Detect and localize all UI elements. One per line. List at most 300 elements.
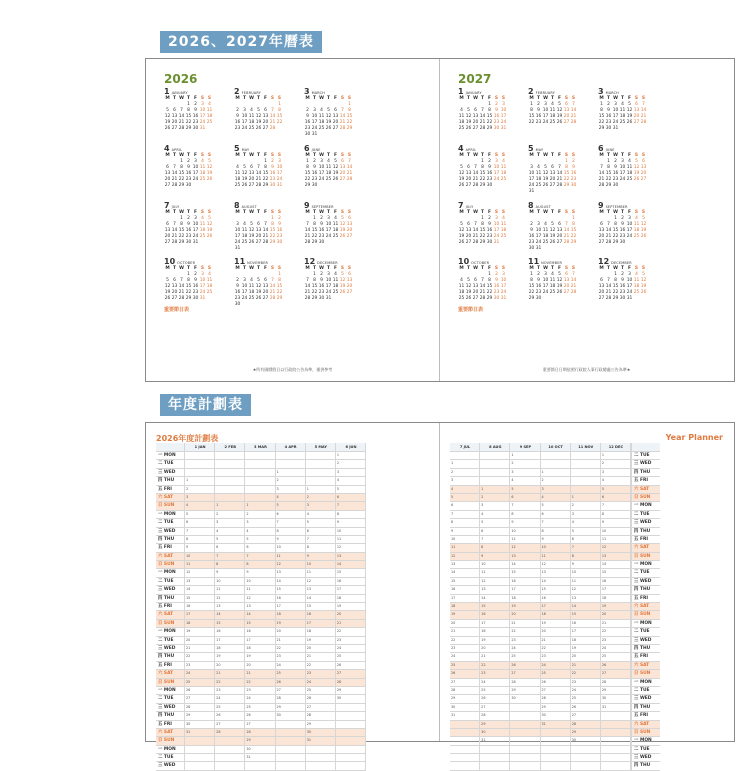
planner-day-cell[interactable]: 17 [480, 620, 510, 627]
planner-day-cell[interactable]: 9 [336, 519, 366, 526]
planner-day-cell[interactable]: 14 [336, 561, 366, 568]
planner-day-cell[interactable]: 16 [450, 586, 480, 593]
planner-day-cell[interactable]: 7 [215, 553, 245, 560]
planner-day-cell[interactable]: 30 [245, 746, 275, 753]
planner-day-cell[interactable] [185, 452, 215, 459]
planner-day-cell[interactable]: 24 [571, 687, 601, 694]
planner-day-cell[interactable] [215, 737, 245, 744]
planner-day-cell[interactable]: 29 [450, 695, 480, 702]
planner-day-cell[interactable]: 14 [306, 595, 336, 602]
planner-day-cell[interactable]: 1 [306, 486, 336, 493]
planner-day-cell[interactable]: 5 [450, 494, 480, 501]
planner-day-cell[interactable]: 8 [215, 561, 245, 568]
planner-day-cell[interactable]: 25 [245, 704, 275, 711]
planner-day-cell[interactable] [571, 762, 601, 769]
planner-day-cell[interactable]: 6 [245, 544, 275, 551]
planner-day-cell[interactable]: 14 [601, 561, 631, 568]
planner-day-cell[interactable] [450, 721, 480, 728]
planner-day-cell[interactable]: 31 [601, 704, 631, 711]
planner-day-cell[interactable] [541, 729, 571, 736]
planner-day-cell[interactable] [601, 737, 631, 744]
planner-day-cell[interactable]: 27 [276, 687, 306, 694]
planner-day-cell[interactable]: 7 [571, 544, 601, 551]
planner-day-cell[interactable]: 26 [276, 679, 306, 686]
planner-day-cell[interactable]: 5 [601, 486, 631, 493]
planner-day-cell[interactable]: 22 [245, 679, 275, 686]
planner-day-cell[interactable]: 26 [571, 704, 601, 711]
planner-day-cell[interactable]: 14 [245, 611, 275, 618]
planner-day-cell[interactable]: 6 [510, 494, 540, 501]
planner-day-cell[interactable]: 29 [245, 737, 275, 744]
planner-day-cell[interactable]: 6 [185, 519, 215, 526]
planner-day-cell[interactable]: 12 [215, 595, 245, 602]
planner-day-cell[interactable]: 25 [480, 687, 510, 694]
planner-day-cell[interactable]: 19 [245, 653, 275, 660]
planner-day-cell[interactable]: 5 [480, 519, 510, 526]
planner-day-cell[interactable]: 7 [601, 502, 631, 509]
planner-day-cell[interactable] [215, 469, 245, 476]
planner-day-cell[interactable]: 26 [601, 662, 631, 669]
planner-day-cell[interactable]: 29 [480, 721, 510, 728]
planner-day-cell[interactable]: 21 [215, 670, 245, 677]
planner-day-cell[interactable] [185, 469, 215, 476]
planner-day-cell[interactable]: 30 [510, 695, 540, 702]
planner-day-cell[interactable]: 7 [185, 528, 215, 535]
planner-day-cell[interactable]: 15 [601, 569, 631, 576]
planner-day-cell[interactable] [480, 452, 510, 459]
planner-day-cell[interactable]: 1 [510, 452, 540, 459]
planner-day-cell[interactable]: 1 [450, 460, 480, 467]
planner-day-cell[interactable] [306, 754, 336, 761]
planner-day-cell[interactable]: 22 [336, 628, 366, 635]
planner-day-cell[interactable]: 1 [215, 502, 245, 509]
planner-day-cell[interactable]: 30 [306, 729, 336, 736]
planner-day-cell[interactable]: 25 [601, 653, 631, 660]
planner-day-cell[interactable]: 24 [306, 679, 336, 686]
planner-day-cell[interactable]: 14 [276, 578, 306, 585]
planner-day-cell[interactable]: 2 [215, 511, 245, 518]
planner-day-cell[interactable]: 15 [450, 578, 480, 585]
planner-day-cell[interactable]: 28 [571, 721, 601, 728]
planner-day-cell[interactable]: 10 [480, 561, 510, 568]
planner-day-cell[interactable]: 2 [276, 477, 306, 484]
planner-day-cell[interactable]: 19 [571, 645, 601, 652]
planner-day-cell[interactable]: 24 [450, 653, 480, 660]
planner-day-cell[interactable]: 15 [215, 620, 245, 627]
planner-day-cell[interactable]: 20 [480, 645, 510, 652]
planner-day-cell[interactable]: 5 [541, 502, 571, 509]
planner-day-cell[interactable]: 22 [510, 628, 540, 635]
planner-day-cell[interactable]: 9 [541, 536, 571, 543]
planner-day-cell[interactable]: 1 [541, 469, 571, 476]
planner-day-cell[interactable]: 4 [215, 528, 245, 535]
planner-day-cell[interactable] [306, 469, 336, 476]
planner-day-cell[interactable]: 31 [480, 737, 510, 744]
planner-day-cell[interactable]: 4 [510, 477, 540, 484]
planner-day-cell[interactable] [480, 460, 510, 467]
planner-day-cell[interactable] [245, 469, 275, 476]
planner-day-cell[interactable]: 11 [185, 561, 215, 568]
planner-day-cell[interactable]: 13 [185, 578, 215, 585]
planner-day-cell[interactable] [336, 746, 366, 753]
planner-day-cell[interactable]: 9 [510, 519, 540, 526]
planner-day-cell[interactable]: 9 [245, 569, 275, 576]
planner-day-cell[interactable]: 4 [571, 519, 601, 526]
planner-day-cell[interactable] [571, 452, 601, 459]
planner-day-cell[interactable] [306, 460, 336, 467]
planner-day-cell[interactable]: 23 [276, 653, 306, 660]
planner-day-cell[interactable]: 2 [601, 460, 631, 467]
planner-day-cell[interactable] [245, 486, 275, 493]
planner-day-cell[interactable]: 14 [215, 611, 245, 618]
planner-day-cell[interactable]: 2 [336, 460, 366, 467]
planner-day-cell[interactable] [185, 460, 215, 467]
planner-day-cell[interactable] [306, 762, 336, 769]
planner-day-cell[interactable]: 29 [336, 687, 366, 694]
planner-day-cell[interactable]: 30 [601, 695, 631, 702]
planner-day-cell[interactable]: 12 [276, 561, 306, 568]
planner-day-cell[interactable]: 7 [245, 553, 275, 560]
planner-day-cell[interactable]: 7 [450, 511, 480, 518]
planner-day-cell[interactable] [601, 721, 631, 728]
planner-day-cell[interactable] [245, 460, 275, 467]
planner-day-cell[interactable] [276, 721, 306, 728]
planner-day-cell[interactable]: 26 [541, 679, 571, 686]
planner-day-cell[interactable]: 25 [215, 704, 245, 711]
planner-day-cell[interactable] [480, 746, 510, 753]
planner-day-cell[interactable] [336, 712, 366, 719]
planner-day-cell[interactable]: 30 [336, 695, 366, 702]
planner-day-cell[interactable]: 28 [185, 704, 215, 711]
planner-day-cell[interactable]: 3 [571, 511, 601, 518]
planner-day-cell[interactable]: 21 [306, 653, 336, 660]
planner-day-cell[interactable]: 4 [306, 511, 336, 518]
planner-day-cell[interactable]: 2 [480, 494, 510, 501]
planner-day-cell[interactable] [245, 494, 275, 501]
planner-day-cell[interactable]: 25 [185, 679, 215, 686]
planner-day-cell[interactable]: 31 [185, 729, 215, 736]
planner-day-cell[interactable] [276, 762, 306, 769]
planner-day-cell[interactable] [450, 729, 480, 736]
planner-day-cell[interactable]: 17 [306, 620, 336, 627]
planner-day-cell[interactable]: 26 [215, 712, 245, 719]
planner-day-cell[interactable]: 4 [450, 486, 480, 493]
planner-day-cell[interactable] [541, 746, 571, 753]
planner-day-cell[interactable]: 20 [541, 628, 571, 635]
planner-day-cell[interactable]: 4 [245, 528, 275, 535]
planner-day-cell[interactable]: 20 [571, 653, 601, 660]
planner-day-cell[interactable]: 31 [306, 737, 336, 744]
planner-day-cell[interactable]: 14 [185, 586, 215, 593]
planner-day-cell[interactable]: 25 [571, 695, 601, 702]
planner-day-cell[interactable]: 2 [510, 460, 540, 467]
planner-day-cell[interactable]: 28 [450, 687, 480, 694]
planner-day-cell[interactable]: 5 [571, 528, 601, 535]
planner-day-cell[interactable]: 1 [245, 502, 275, 509]
planner-day-cell[interactable]: 19 [480, 637, 510, 644]
planner-day-cell[interactable]: 24 [480, 679, 510, 686]
planner-day-cell[interactable]: 15 [510, 569, 540, 576]
planner-day-cell[interactable] [571, 486, 601, 493]
planner-day-cell[interactable]: 1 [185, 477, 215, 484]
planner-day-cell[interactable]: 28 [306, 712, 336, 719]
planner-day-cell[interactable]: 18 [185, 620, 215, 627]
planner-day-cell[interactable] [450, 452, 480, 459]
planner-day-cell[interactable]: 4 [276, 494, 306, 501]
planner-day-cell[interactable]: 18 [306, 628, 336, 635]
planner-day-cell[interactable]: 5 [185, 511, 215, 518]
planner-day-cell[interactable]: 8 [510, 511, 540, 518]
planner-day-cell[interactable]: 7 [541, 519, 571, 526]
planner-day-cell[interactable]: 24 [185, 670, 215, 677]
planner-day-cell[interactable]: 17 [245, 637, 275, 644]
planner-day-cell[interactable]: 17 [450, 595, 480, 602]
planner-day-cell[interactable] [510, 754, 540, 761]
planner-day-cell[interactable]: 12 [480, 578, 510, 585]
planner-day-cell[interactable]: 28 [510, 679, 540, 686]
planner-day-cell[interactable]: 9 [601, 519, 631, 526]
planner-day-cell[interactable]: 7 [276, 519, 306, 526]
planner-day-cell[interactable]: 18 [541, 611, 571, 618]
planner-day-cell[interactable]: 13 [601, 553, 631, 560]
planner-day-cell[interactable] [215, 452, 245, 459]
planner-day-cell[interactable]: 24 [336, 645, 366, 652]
planner-day-cell[interactable]: 27 [185, 695, 215, 702]
planner-day-cell[interactable] [541, 762, 571, 769]
planner-day-cell[interactable]: 29 [510, 687, 540, 694]
planner-day-cell[interactable]: 26 [510, 662, 540, 669]
planner-day-cell[interactable]: 20 [450, 620, 480, 627]
planner-day-cell[interactable]: 5 [306, 519, 336, 526]
planner-day-cell[interactable]: 10 [571, 569, 601, 576]
planner-day-cell[interactable]: 8 [245, 561, 275, 568]
planner-day-cell[interactable]: 8 [480, 544, 510, 551]
planner-day-cell[interactable]: 30 [480, 729, 510, 736]
planner-day-cell[interactable]: 10 [245, 578, 275, 585]
planner-day-cell[interactable]: 20 [276, 628, 306, 635]
planner-day-cell[interactable]: 9 [215, 569, 245, 576]
planner-day-cell[interactable] [601, 762, 631, 769]
planner-day-cell[interactable]: 6 [306, 528, 336, 535]
planner-day-cell[interactable] [215, 477, 245, 484]
planner-day-cell[interactable]: 14 [510, 561, 540, 568]
planner-day-cell[interactable] [215, 754, 245, 761]
planner-day-cell[interactable]: 17 [541, 603, 571, 610]
planner-day-cell[interactable]: 24 [510, 645, 540, 652]
planner-day-cell[interactable]: 3 [245, 519, 275, 526]
planner-day-cell[interactable]: 22 [601, 628, 631, 635]
planner-day-cell[interactable] [276, 729, 306, 736]
planner-day-cell[interactable]: 27 [450, 679, 480, 686]
planner-day-cell[interactable] [215, 762, 245, 769]
planner-day-cell[interactable]: 6 [450, 502, 480, 509]
planner-day-cell[interactable]: 3 [450, 477, 480, 484]
planner-day-cell[interactable] [276, 460, 306, 467]
planner-day-cell[interactable]: 29 [601, 687, 631, 694]
planner-day-cell[interactable]: 10 [185, 553, 215, 560]
planner-day-cell[interactable] [601, 746, 631, 753]
planner-day-cell[interactable]: 23 [541, 653, 571, 660]
planner-day-cell[interactable] [601, 712, 631, 719]
planner-day-cell[interactable] [276, 746, 306, 753]
planner-day-cell[interactable]: 25 [450, 662, 480, 669]
planner-day-cell[interactable]: 12 [306, 578, 336, 585]
planner-day-cell[interactable]: 23 [480, 670, 510, 677]
planner-day-cell[interactable]: 28 [276, 695, 306, 702]
planner-day-cell[interactable] [510, 762, 540, 769]
planner-day-cell[interactable] [541, 737, 571, 744]
planner-day-cell[interactable]: 12 [510, 544, 540, 551]
planner-day-cell[interactable]: 5 [510, 486, 540, 493]
planner-day-cell[interactable]: 11 [450, 544, 480, 551]
planner-day-cell[interactable]: 6 [276, 511, 306, 518]
planner-day-cell[interactable]: 3 [306, 502, 336, 509]
planner-day-cell[interactable]: 28 [601, 679, 631, 686]
planner-day-cell[interactable]: 9 [185, 544, 215, 551]
planner-day-cell[interactable]: 30 [450, 704, 480, 711]
planner-day-cell[interactable]: 21 [336, 620, 366, 627]
planner-day-cell[interactable] [215, 494, 245, 501]
planner-day-cell[interactable]: 27 [215, 721, 245, 728]
planner-day-cell[interactable]: 29 [185, 712, 215, 719]
planner-day-cell[interactable] [306, 746, 336, 753]
planner-day-cell[interactable]: 7 [480, 536, 510, 543]
planner-day-cell[interactable]: 13 [541, 569, 571, 576]
planner-day-cell[interactable]: 22 [571, 670, 601, 677]
planner-day-cell[interactable] [185, 746, 215, 753]
planner-day-cell[interactable]: 22 [541, 645, 571, 652]
planner-day-cell[interactable]: 6 [601, 494, 631, 501]
planner-day-cell[interactable]: 20 [601, 611, 631, 618]
planner-day-cell[interactable]: 28 [541, 695, 571, 702]
planner-day-cell[interactable]: 6 [571, 536, 601, 543]
planner-day-cell[interactable]: 11 [245, 586, 275, 593]
planner-day-cell[interactable]: 16 [601, 578, 631, 585]
planner-day-cell[interactable]: 6 [336, 494, 366, 501]
planner-day-cell[interactable]: 12 [601, 544, 631, 551]
planner-day-cell[interactable]: 13 [276, 569, 306, 576]
planner-day-cell[interactable] [336, 729, 366, 736]
planner-day-cell[interactable]: 25 [541, 670, 571, 677]
planner-day-cell[interactable] [336, 721, 366, 728]
planner-day-cell[interactable]: 9 [450, 528, 480, 535]
planner-day-cell[interactable]: 29 [306, 721, 336, 728]
planner-day-cell[interactable]: 12 [245, 595, 275, 602]
planner-day-cell[interactable]: 16 [480, 611, 510, 618]
planner-day-cell[interactable]: 11 [336, 536, 366, 543]
planner-day-cell[interactable]: 2 [185, 486, 215, 493]
planner-day-cell[interactable]: 23 [510, 637, 540, 644]
planner-day-cell[interactable]: 20 [510, 611, 540, 618]
planner-day-cell[interactable] [336, 754, 366, 761]
planner-day-cell[interactable] [306, 452, 336, 459]
planner-day-cell[interactable]: 4 [480, 511, 510, 518]
planner-day-cell[interactable]: 11 [510, 536, 540, 543]
planner-day-cell[interactable] [571, 469, 601, 476]
planner-day-cell[interactable]: 6 [215, 544, 245, 551]
planner-day-cell[interactable]: 18 [510, 595, 540, 602]
planner-day-cell[interactable]: 3 [336, 469, 366, 476]
planner-day-cell[interactable]: 13 [306, 586, 336, 593]
planner-day-cell[interactable]: 16 [245, 628, 275, 635]
planner-day-cell[interactable]: 19 [541, 620, 571, 627]
planner-day-cell[interactable]: 10 [541, 544, 571, 551]
planner-day-cell[interactable]: 17 [276, 603, 306, 610]
planner-day-cell[interactable]: 3 [185, 494, 215, 501]
planner-day-cell[interactable]: 11 [306, 569, 336, 576]
planner-day-cell[interactable]: 10 [336, 528, 366, 535]
planner-day-cell[interactable]: 1 [336, 452, 366, 459]
planner-day-cell[interactable] [276, 754, 306, 761]
planner-day-cell[interactable] [185, 737, 215, 744]
planner-day-cell[interactable]: 13 [571, 595, 601, 602]
planner-day-cell[interactable]: 28 [245, 729, 275, 736]
planner-day-cell[interactable]: 14 [571, 603, 601, 610]
planner-day-cell[interactable]: 22 [306, 662, 336, 669]
planner-day-cell[interactable]: 15 [571, 611, 601, 618]
planner-day-cell[interactable]: 27 [510, 670, 540, 677]
planner-day-cell[interactable]: 18 [571, 637, 601, 644]
planner-day-cell[interactable]: 17 [215, 637, 245, 644]
planner-day-cell[interactable]: 12 [541, 561, 571, 568]
planner-day-cell[interactable] [336, 737, 366, 744]
planner-day-cell[interactable]: 20 [306, 645, 336, 652]
planner-day-cell[interactable]: 11 [601, 536, 631, 543]
planner-day-cell[interactable]: 29 [276, 704, 306, 711]
planner-day-cell[interactable] [276, 452, 306, 459]
planner-day-cell[interactable]: 16 [215, 628, 245, 635]
planner-day-cell[interactable]: 21 [480, 653, 510, 660]
planner-day-cell[interactable] [450, 762, 480, 769]
planner-day-cell[interactable]: 13 [336, 553, 366, 560]
planner-day-cell[interactable]: 19 [185, 628, 215, 635]
planner-day-cell[interactable]: 15 [336, 569, 366, 576]
planner-day-cell[interactable]: 9 [571, 561, 601, 568]
planner-day-cell[interactable]: 18 [215, 645, 245, 652]
planner-day-cell[interactable]: 13 [215, 603, 245, 610]
planner-day-cell[interactable]: 17 [185, 611, 215, 618]
planner-day-cell[interactable]: 24 [541, 662, 571, 669]
planner-day-cell[interactable] [245, 477, 275, 484]
planner-day-cell[interactable] [185, 754, 215, 761]
planner-day-cell[interactable]: 16 [336, 578, 366, 585]
planner-day-cell[interactable]: 10 [450, 536, 480, 543]
planner-day-cell[interactable]: 3 [215, 519, 245, 526]
planner-day-cell[interactable]: 3 [510, 469, 540, 476]
planner-day-cell[interactable]: 28 [336, 679, 366, 686]
planner-day-cell[interactable] [215, 746, 245, 753]
planner-day-cell[interactable]: 13 [245, 603, 275, 610]
planner-day-cell[interactable]: 22 [450, 637, 480, 644]
planner-day-cell[interactable]: 26 [185, 687, 215, 694]
planner-day-cell[interactable]: 16 [276, 595, 306, 602]
planner-day-cell[interactable] [541, 754, 571, 761]
planner-day-cell[interactable]: 16 [510, 578, 540, 585]
planner-day-cell[interactable]: 22 [480, 662, 510, 669]
planner-day-cell[interactable]: 10 [215, 578, 245, 585]
planner-day-cell[interactable]: 2 [245, 511, 275, 518]
planner-day-cell[interactable]: 31 [541, 721, 571, 728]
planner-day-cell[interactable]: 23 [245, 687, 275, 694]
planner-day-cell[interactable]: 29 [541, 704, 571, 711]
planner-day-cell[interactable]: 21 [601, 620, 631, 627]
planner-day-cell[interactable]: 5 [245, 536, 275, 543]
planner-day-cell[interactable]: 31 [450, 712, 480, 719]
planner-day-cell[interactable] [601, 754, 631, 761]
planner-day-cell[interactable]: 20 [245, 662, 275, 669]
planner-day-cell[interactable]: 11 [215, 586, 245, 593]
planner-day-cell[interactable] [245, 452, 275, 459]
